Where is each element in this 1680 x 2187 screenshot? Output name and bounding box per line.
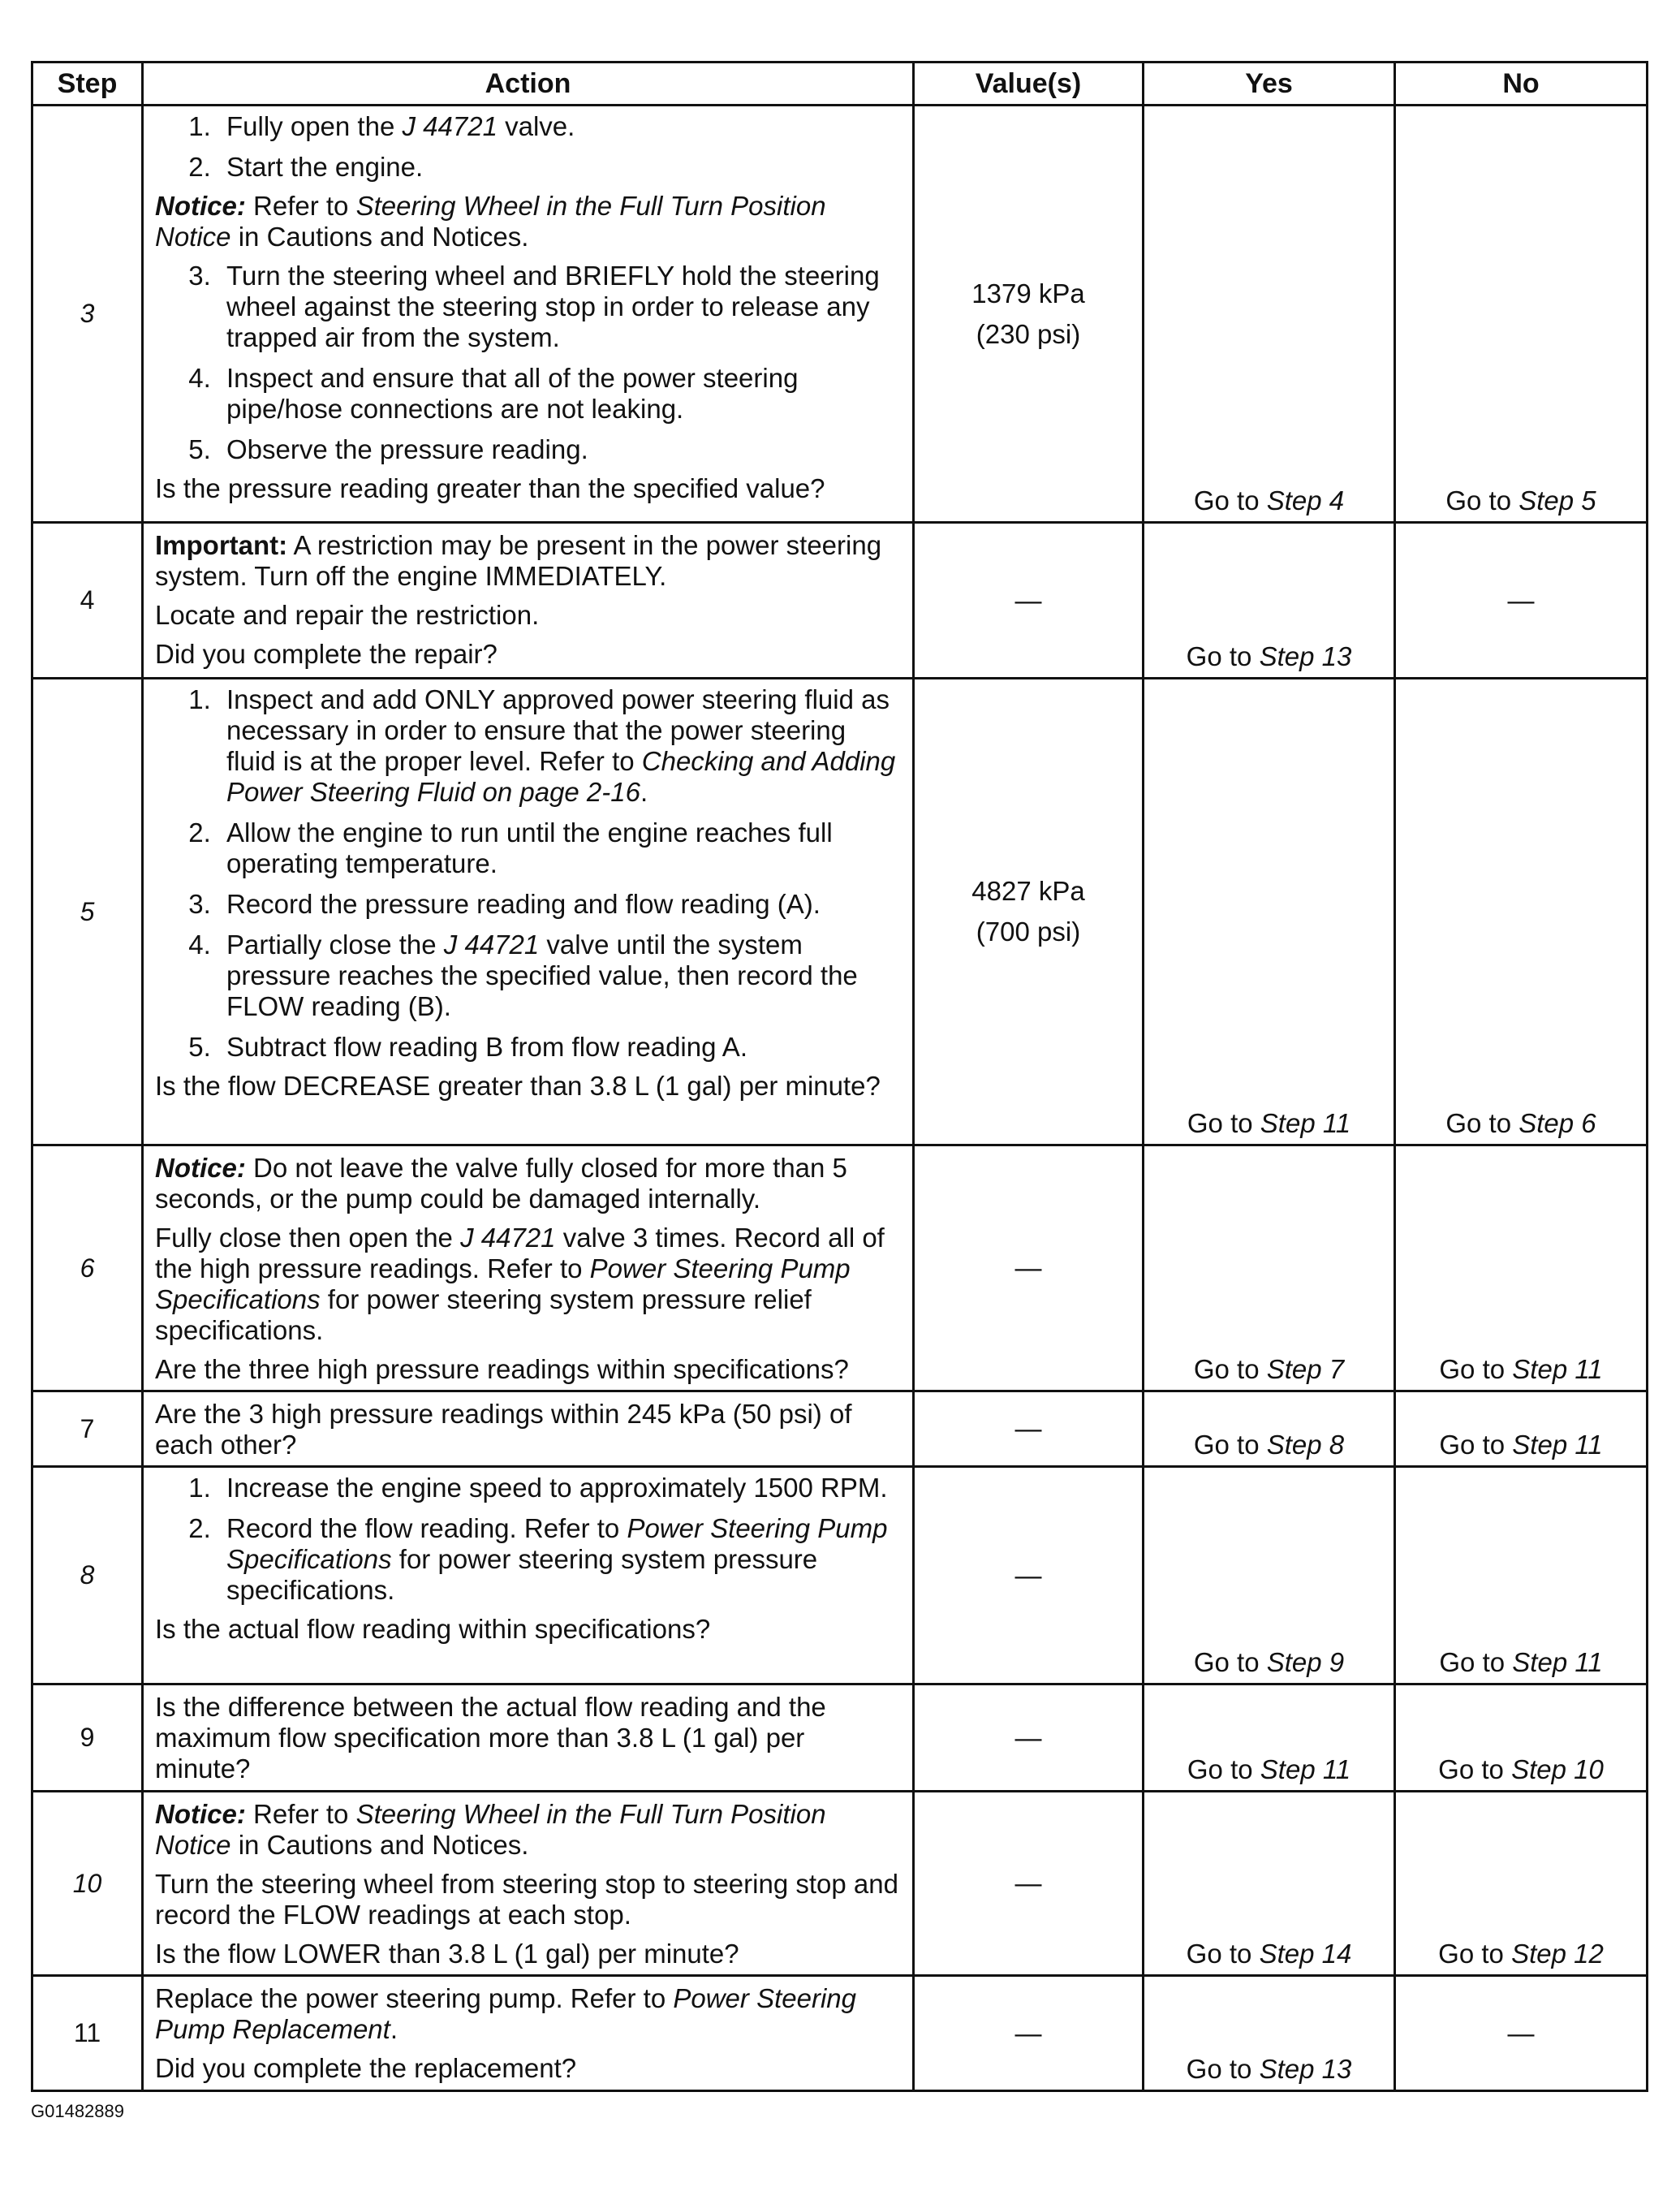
notice: Notice: Refer to Steering Wheel in the Full Turn Position Notice in Cautions and Notices. (155, 1799, 826, 1860)
yes-cell: Go to Step 8 (1144, 1391, 1395, 1467)
no-cell: Go to Step 10 (1395, 1684, 1648, 1792)
yes-cell: Go to Step 14 (1144, 1792, 1395, 1976)
header-row (32, 63, 1648, 106)
question: Did you complete the replacement? (155, 2053, 577, 2083)
table-row (32, 1467, 1648, 1684)
important-note: Important: A restriction may be present in the power steering system. Turn off the engine IMMEDIATELY. (155, 530, 882, 591)
diagnostic-table (31, 61, 1648, 2092)
no-cell: Go to Step 11 (1395, 1467, 1648, 1684)
yes-cell: Go to Step 13 (1144, 1976, 1395, 2091)
yes-cell: Go to Step 13 (1144, 523, 1395, 679)
value-cell: — (914, 1976, 1144, 2091)
header-no: No (1395, 63, 1648, 106)
action-cell (143, 1391, 914, 1467)
step-number: 10 (32, 1792, 143, 1976)
step-number: 5 (32, 679, 143, 1145)
notice: Notice: Refer to Steering Wheel in the Full Turn Position Notice in Cautions and Notices. (155, 191, 826, 252)
yes-cell: Go to Step 9 (1144, 1467, 1395, 1684)
table-row (32, 1391, 1648, 1467)
question: Is the flow DECREASE greater than 3.8 L (1 gal) per minute? (155, 1071, 881, 1101)
value-cell: — (914, 1684, 1144, 1792)
figure-id: G01482889 (31, 2101, 124, 2121)
question: Did you complete the repair? (155, 639, 498, 669)
no-cell: Go to Step 11 (1395, 1145, 1648, 1391)
no-cell: Go to Step 12 (1395, 1792, 1648, 1976)
table-row (32, 1792, 1648, 1976)
table-row (32, 1684, 1648, 1792)
value-cell: — (914, 1792, 1144, 1976)
yes-cell: Go to Step 11 (1144, 1684, 1395, 1792)
header-step: Step (32, 63, 143, 106)
no-cell: Go to Step 6 (1395, 679, 1648, 1145)
action-item: 2. Allow the engine to run until the engine reaches full operating temperature. (218, 817, 901, 879)
action-item: 3. Record the pressure reading and flow reading (A). (218, 889, 901, 920)
step-number: 6 (32, 1145, 143, 1391)
action-item: 1. Fully open the J 44721 valve. (218, 111, 901, 142)
table-row (32, 106, 1648, 523)
step-number: 4 (32, 523, 143, 679)
question: Is the pressure reading greater than the specified value? (155, 473, 825, 503)
question: Are the three high pressure readings within specifications? (155, 1354, 849, 1384)
action-item: 2. Start the engine. (218, 152, 901, 183)
action-cell (143, 679, 914, 1145)
action-cell: Notice: Do not leave the valve fully closed for more than 5 seconds, or the pump could be damaged internally. Fully close then open the J 44721 valve 3 times. Record all of the high pressure readings. Refer to Power Steering Pump Specifications for power steering system pressure relief specifications. Are the three high pressure readings within specifications? (143, 1145, 914, 1391)
action-item: 2. Record the flow reading. Refer to Power Steering Pump Specifications for power steering system pressure specifications. (218, 1513, 901, 1606)
value-cell: 4827 kPa (700 psi) (914, 679, 1144, 1145)
yes-cell: Go to Step 4 (1144, 106, 1395, 523)
action-item: 4. Partially close the J 44721 valve until the system pressure reaches the specified value, then record the FLOW reading (B). (218, 930, 901, 1022)
question: Is the difference between the actual flow reading and the maximum flow specification more than 3.8 L (1 gal) per minute? (155, 1692, 826, 1784)
value-cell: — (914, 1391, 1144, 1467)
action-item: 1. Increase the engine speed to approximately 1500 RPM. (218, 1473, 901, 1503)
question: Are the 3 high pressure readings within 245 kPa (50 psi) of each other? (155, 1399, 852, 1460)
table-row (32, 1145, 1648, 1391)
value-cell: — (914, 523, 1144, 679)
value-cell: — (914, 1145, 1144, 1391)
table-row (32, 523, 1648, 679)
step-number: 8 (32, 1467, 143, 1684)
header-action: Action (143, 63, 914, 106)
table-row (32, 1976, 1648, 2091)
yes-cell: Go to Step 7 (1144, 1145, 1395, 1391)
value-cell: — (914, 1467, 1144, 1684)
action-cell (143, 1467, 914, 1684)
action-cell: Important: A restriction may be present in the power steering system. Turn off the engine IMMEDIATELY. Locate and repair the restriction. Did you complete the repair? (143, 523, 914, 679)
no-cell: Go to Step 11 (1395, 1391, 1648, 1467)
no-cell: — (1395, 1976, 1648, 2091)
action-item: 4. Inspect and ensure that all of the power steering pipe/hose connections are not leaking. (218, 363, 901, 425)
question: Is the actual flow reading within specifications? (155, 1614, 711, 1644)
yes-cell: Go to Step 11 (1144, 679, 1395, 1145)
no-cell: Go to Step 5 (1395, 106, 1648, 523)
action-cell: Replace the power steering pump. Refer to Power Steering Pump Replacement. Did you complete the replacement? (143, 1976, 914, 2091)
step-number: 3 (32, 106, 143, 523)
action-cell (143, 106, 914, 523)
question: Is the flow LOWER than 3.8 L (1 gal) per minute? (155, 1939, 739, 1969)
action-item: 3. Turn the steering wheel and BRIEFLY hold the steering wheel against the steering stop in order to release any trapped air from the system. (218, 261, 901, 353)
action-cell: Notice: Refer to Steering Wheel in the Full Turn Position Notice in Cautions and Notices. Turn the steering wheel from steering stop to steering stop and record the FLOW readings at each stop. Is the flow LOWER than 3.8 L (1 gal) per minute? (143, 1792, 914, 1976)
notice: Notice: Do not leave the valve fully closed for more than 5 seconds, or the pump could be damaged internally. (155, 1153, 847, 1214)
action-item: 5. Subtract flow reading B from flow reading A. (218, 1032, 901, 1063)
step-number: 9 (32, 1684, 143, 1792)
action-item: 1. Inspect and add ONLY approved power steering fluid as necessary in order to ensure that the power steering fluid is at the proper level. Refer to Checking and Adding Power Steering Fluid on page 2-16. (218, 684, 901, 808)
action-item: 5. Observe the pressure reading. (218, 434, 901, 465)
header-yes: Yes (1144, 63, 1395, 106)
header-values: Value(s) (914, 63, 1144, 106)
table-row (32, 679, 1648, 1145)
no-cell: — (1395, 523, 1648, 679)
value-cell: 1379 kPa (230 psi) (914, 106, 1144, 523)
step-number: 7 (32, 1391, 143, 1467)
action-cell (143, 1684, 914, 1792)
step-number: 11 (32, 1976, 143, 2091)
